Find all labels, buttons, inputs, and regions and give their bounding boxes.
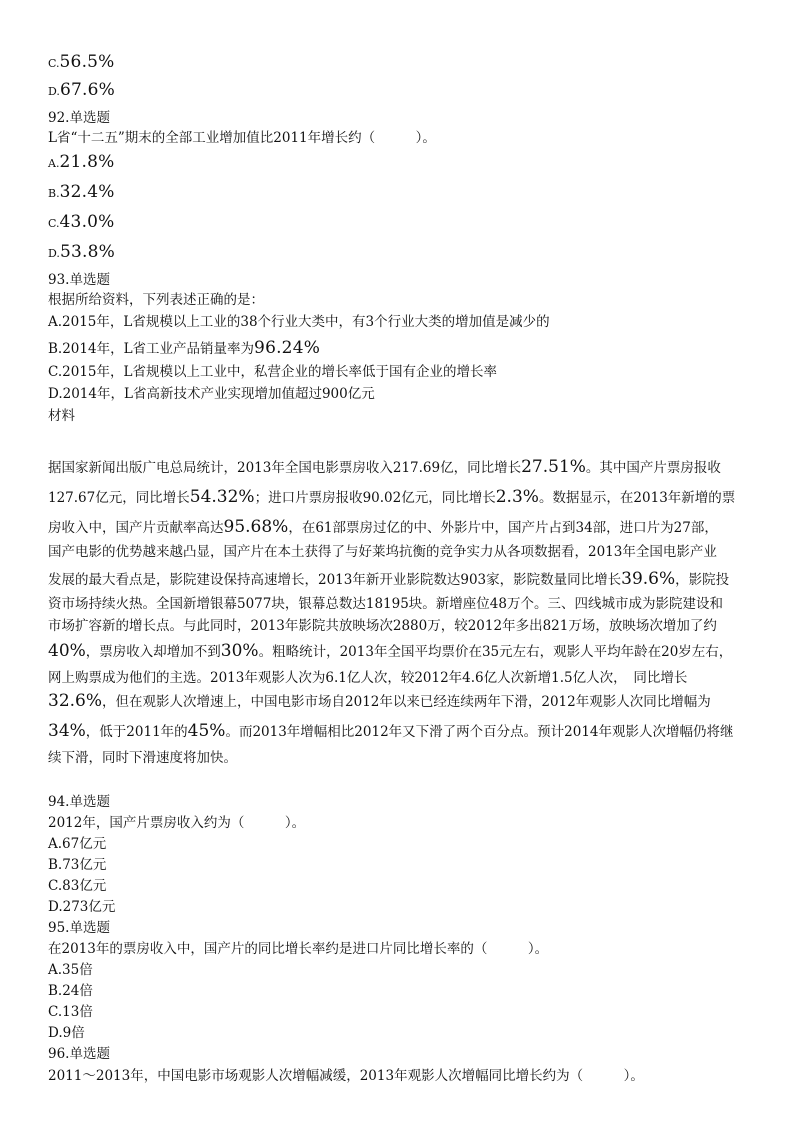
q93-type: 93.单选题: [48, 272, 110, 288]
option-letter: C.: [48, 217, 60, 230]
q91-option-d: [48, 80, 115, 102]
text-run: 127.67亿元，同比增长: [48, 490, 190, 506]
option-value: 67.6%: [59, 80, 115, 100]
material-line: [48, 690, 711, 711]
q96-type: 96.单选题: [48, 1046, 110, 1062]
q93-stem: 根据所给资料，下列表述正确的是：: [48, 292, 264, 308]
text-run: ，低于2011年的: [85, 724, 188, 740]
q94-option-c: C.83亿元: [48, 878, 107, 894]
q94-option-d: D.273亿元: [48, 899, 116, 915]
material-line: 资市场持续火热。全国新增银幕5077块，银幕总数达18195块。新增座位48万个。三、四线城市成为影院建设和: [48, 596, 723, 612]
material-line: [48, 568, 729, 589]
q93-option-b: [48, 338, 320, 359]
text-run: ，票房收入却增加不到: [85, 644, 221, 660]
q92-type: 92.单选题: [48, 110, 110, 126]
q92-option-c: [48, 212, 115, 234]
material-line: [48, 720, 734, 741]
math-value: 30%: [220, 641, 259, 661]
text-run: ，影院投: [675, 572, 730, 588]
option-value: 32.4%: [59, 182, 115, 202]
math-value: 40%: [48, 641, 86, 661]
material-line: [48, 486, 735, 507]
math-value: 95.68%: [223, 517, 289, 537]
math-value: 27.51%: [521, 457, 586, 477]
q95-stem: 在2013年的票房收入中，国产片的同比增长率约是进口片同比增长率的（ ）。: [48, 941, 549, 957]
q95-type: 95.单选题: [48, 920, 110, 936]
q92-option-a: [48, 152, 114, 174]
option-letter: C.: [48, 57, 60, 70]
q92-option-b: [48, 182, 115, 204]
material-line: [48, 640, 732, 661]
text-run: 。而2013年增幅相比2012年又下滑了两个百分点。预计2014年观影人次增幅仍将继: [225, 724, 734, 740]
text-run: 房收入中，国产片贡献率高达: [48, 520, 224, 536]
text-run: 发展的最大看点是，影院建设保持高速增长，2013年新开业影院数达903家，影院数量同比增长: [48, 572, 622, 588]
text-run: ；进口片票房报收90.02亿元，同比增长: [254, 490, 496, 506]
option-value: 43.0%: [59, 212, 115, 232]
option-value: 21.8%: [59, 152, 115, 172]
material-line: 续下滑，同时下滑速度将加快。: [48, 750, 237, 766]
material-line: 国产电影的优势越来越凸显，国产片在本土获得了与好莱坞抗衡的竞争实力从各项数据看，2013年全国电影产业: [48, 544, 717, 560]
q91-option-c: [48, 52, 115, 74]
material-line: 市场扩容新的增长点。与此同时，2013年影院共放映场次2880万，较2012年多出821万场，放映场次增加了约: [48, 618, 717, 634]
option-letter: D.: [48, 85, 60, 98]
math-value: 34%: [48, 721, 86, 741]
q95-option-a: A.35倍: [48, 962, 93, 978]
option-letter: D.: [48, 247, 60, 260]
option-letter: A.: [48, 157, 60, 170]
option-text: B.2014年，L省工业产品销量率为: [48, 341, 255, 357]
text-run: 据国家新闻出版广电总局统计，2013年全国电影票房收入217.69亿，同比增长: [48, 460, 522, 476]
option-letter: B.: [48, 187, 60, 200]
material-line: 网上购票成为他们的主选。2013年观影人次为6.1亿人次，较2012年4.6亿人次新增1.5亿人次， 同比增长: [48, 670, 688, 686]
q95-option-b: B.24倍: [48, 983, 93, 999]
q92-stem: L省“十二五”期末的全部工业增加值比2011年增长约（ ）。: [48, 130, 436, 146]
math-value: 39.6%: [621, 569, 676, 589]
q95-option-c: C.13倍: [48, 1004, 93, 1020]
text-run: ，但在观影人次增速上，中国电影市场自2012年以来已经连续两年下滑，2012年观影人次同比增幅为: [102, 694, 711, 710]
q93-option-c: C.2015年，L省规模以上工业中，私营企业的增长率低于国有企业的增长率: [48, 364, 497, 380]
q94-stem: 2012年，国产片票房收入约为（ ）。: [48, 815, 306, 831]
q94-option-a: A.67亿元: [48, 836, 107, 852]
math-value: 54.32%: [189, 487, 255, 507]
q94-type: 94.单选题: [48, 794, 110, 810]
math-value: 2.3%: [495, 487, 539, 507]
q93-option-a: A.2015年，L省规模以上工业的38个行业大类中，有3个行业大类的增加值是减少的: [48, 314, 550, 330]
math-value: 32.6%: [48, 691, 103, 711]
option-value: 56.5%: [59, 52, 115, 72]
q94-option-b: B.73亿元: [48, 857, 107, 873]
text-run: 。粗略统计，2013年全国平均票价在35元左右，观影人平均年龄在20岁左右，: [258, 644, 733, 660]
material-label: 材料: [48, 408, 75, 424]
q96-stem: 2011～2013年，中国电影市场观影人次增幅减缓，2013年观影人次增幅同比增长约为（ ）。: [48, 1068, 644, 1084]
text-run: 。数据显示，在2013年新增的票: [538, 490, 736, 506]
material-line: [48, 516, 718, 537]
q95-option-d: D.9倍: [48, 1025, 85, 1041]
text-run: 。其中国产片票房报收: [585, 460, 721, 476]
material-line: [48, 456, 721, 477]
q93-option-d: D.2014年，L省高新技术产业实现增加值超过900亿元: [48, 386, 375, 402]
option-value: 96.24%: [254, 338, 321, 358]
text-run: ，在61部票房过亿的中、外影片中，国产片占到34部，进口片为27部，: [288, 520, 718, 536]
q92-option-d: [48, 242, 115, 264]
option-value: 53.8%: [59, 242, 115, 262]
math-value: 45%: [187, 721, 226, 741]
